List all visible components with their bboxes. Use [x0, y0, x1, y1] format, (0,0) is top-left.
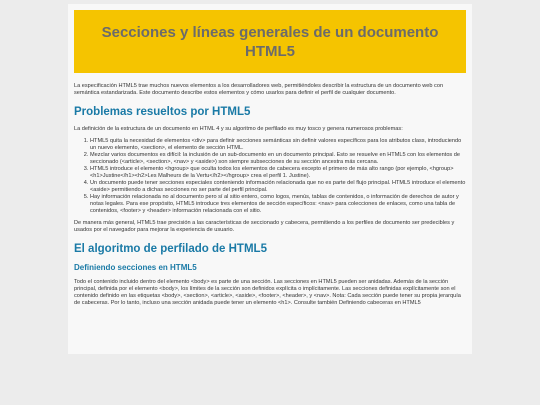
page-title: Secciones y líneas generales de un documento HTML5 — [101, 23, 439, 60]
section-heading-problems: Problemas resueltos por HTML5 — [74, 106, 251, 118]
subsection-heading-defining-sections: Definiendo secciones en HTML5 — [74, 263, 197, 272]
section-lead-paragraph: La definición de la estructura de un documento en HTML 4 y su algoritmo de perfilado es muy tosco y genera numerosos problemas: — [74, 126, 403, 132]
document-page — [68, 4, 472, 354]
closing-paragraph: De manera más general, HTML5 trae precisión a las características de seccionado y cabecera, permitiendo a los perfiles de documento ser predecibles y usados por el navegador para mejorar la experiencia de usuario. — [74, 220, 455, 233]
list-item: 2. Mezclar varios documentos es difícil: la inclusión de un sub-documento en un documento principal. Esto se resuelve en HTML5 con los elementos de seccionado (<article>, <section>, <nav> y <aside>) son siempre subsecciones de su sección ancestra más cercana. — [90, 152, 466, 166]
sections-body-paragraph: Todo el contenido incluido dentro del elemento <body> es parte de una sección. Las secciones en HTML5 pueden ser anidadas. Además de la sección principal, definida por el elemento <body>, los límites de la sección son definidos explícita o implícitamente. Las secciones definidas explícitamente son el contenido definido en las etiquetas <body>, <section>, <article>, <aside>, <footer>, <header>, y <nav>. Nota: Cada sección puede tener su propia jerarquía de cabeceras. Por lo tanto, incluso una sección anidada puede tener un elemento <h1>. Consulte también Definiendo cabeceras en HTML5 — [74, 279, 461, 306]
section-heading-algorithm: El algoritmo de perfilado de HTML5 — [74, 243, 267, 255]
intro-paragraph: La especificación HTML5 trae muchos nuevos elementos a los desarrolladores web, permitiéndoles describir la estructura de un documento web con semántica estandarizada. Este documento describe estos elementos y cómo usarlos para definir el perfil de cualquier documento. — [74, 83, 444, 96]
list-item: 3. HTML5 introduce el elemento <hgroup> que oculta todos los elementos de cabecera excepto el primero de más alto rango (por ejemplo, <hgroup><h1>Justine</h1><h2>Les Malheurs de la Vertu</h2></hgroup> crea el perfil 1. Justine). — [90, 166, 466, 180]
list-item: 5. Hay información relacionada no al documento pero sí al sitio entero, como logos, menús, tablas de contenidos, o información de derechos de autor y notas legales. Para ese propósito, HTML5 introduce tres elementos de sección específicos: <nav> para colecciones de enlaces, como una tabla de contenidos, <footer> y <header> información relacionada con el sitio. — [90, 194, 466, 215]
document-content — [68, 83, 472, 307]
list-item: 4. Un documento puede tener secciones especiales conteniendo información relacionada que no es parte del flujo principal. HTML5 introduce el elemento <aside> permitiendo a dichas secciones no ser parte del perfil principal. — [90, 180, 466, 194]
title-banner — [74, 10, 466, 73]
list-item: 1. HTML5 quita la necesidad de elementos <div> para definir secciones semánticas sin definir valores específicos para los atributos class, introduciendo un nuevo elemento, <section>, el elemento de sección HTML. — [90, 138, 466, 152]
problems-list — [74, 138, 466, 215]
